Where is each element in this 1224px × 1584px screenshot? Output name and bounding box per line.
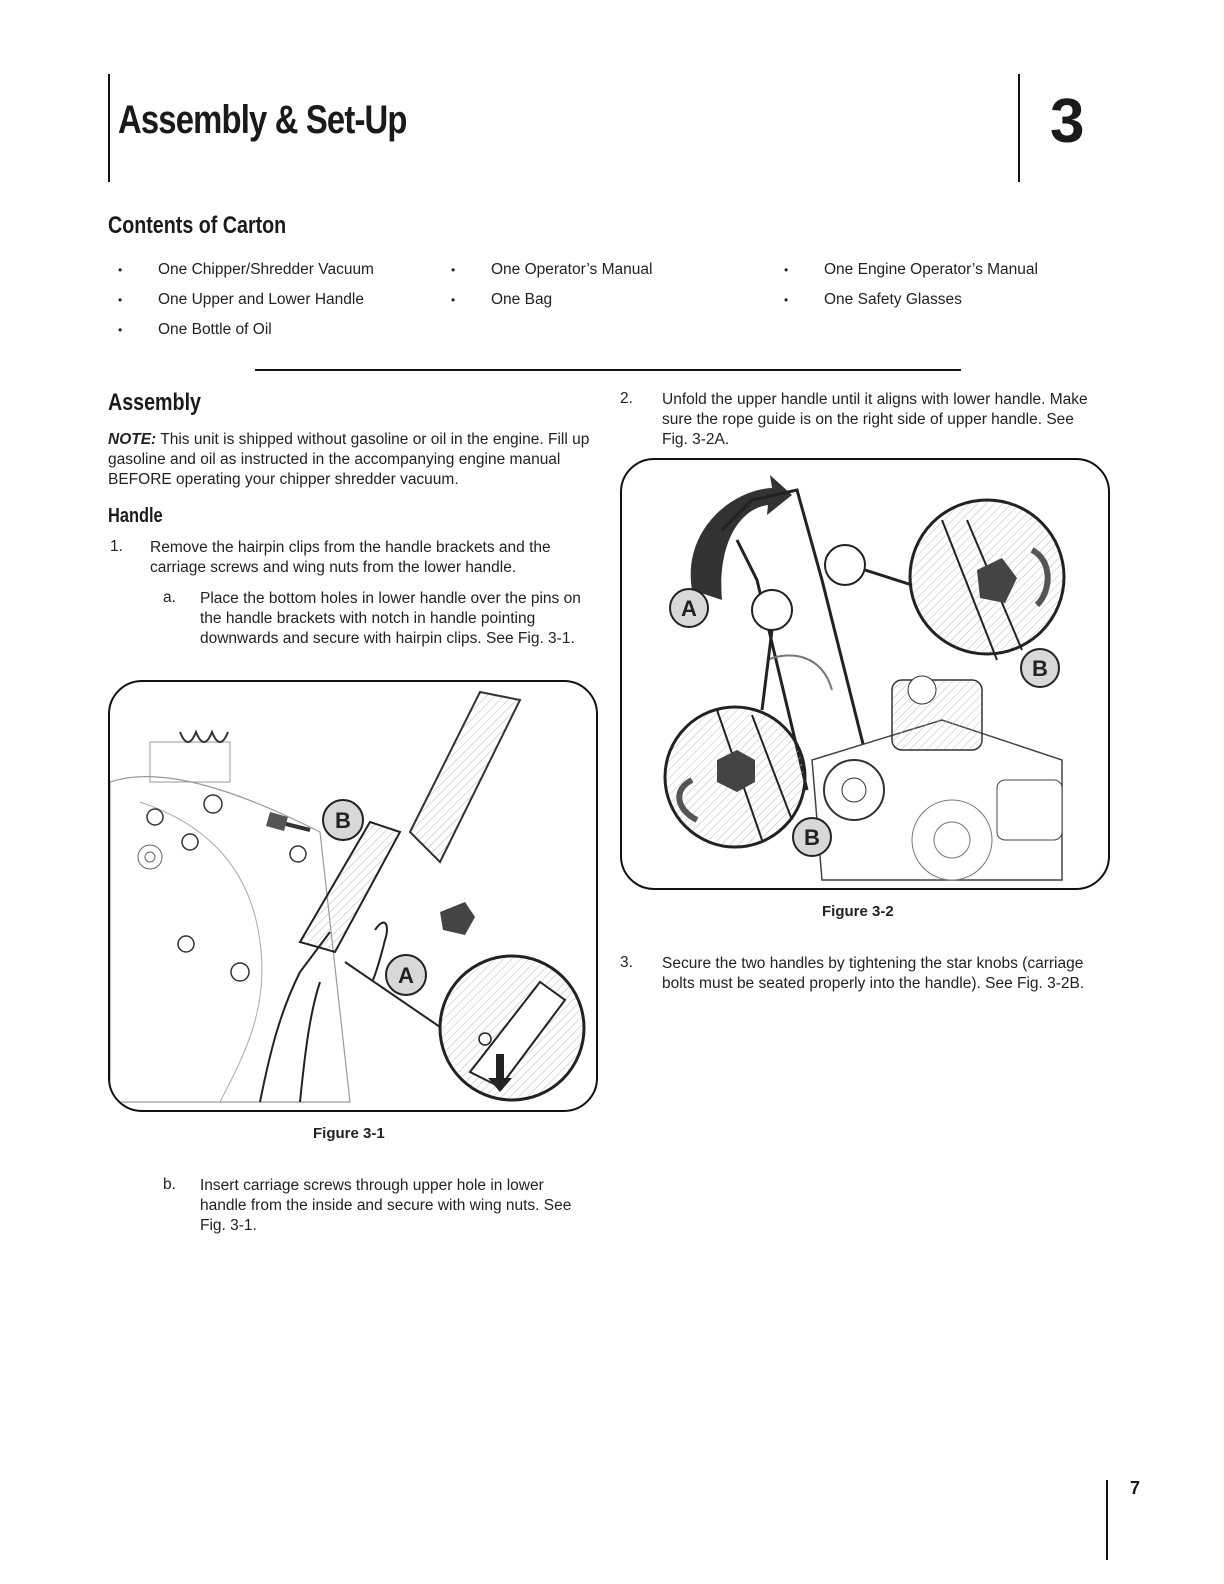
list-item: • One Bottle of Oil	[118, 315, 438, 345]
contents-list-col1	[118, 255, 438, 345]
list-item: • One Upper and Lower Handle	[118, 285, 438, 315]
list-item: • One Engine Operator’s Manual	[784, 255, 1124, 285]
handle-heading: Handle	[108, 505, 163, 527]
callout-a: A	[398, 963, 414, 988]
step-letter: a.	[163, 589, 176, 606]
callout-b: B	[804, 825, 820, 850]
step-1a-text: Place the bottom holes in lower handle over the pins on the handle brackets with notch in handle pointing downwards and secure with hairpin clips. See Fig. 3-1.	[200, 590, 581, 647]
note-text: This unit is shipped without gasoline or oil in the engine. Fill up gasoline and oil as instructed in the accompanying engine manual BEFORE operating your chipper shredder vacuum.	[108, 431, 590, 488]
list-item: • One Chipper/Shredder Vacuum	[118, 255, 438, 285]
bullet-icon: •	[118, 263, 123, 277]
bullet-icon: •	[118, 323, 123, 337]
step-number: 1.	[110, 538, 123, 555]
contents-heading: Contents of Carton	[108, 212, 287, 239]
figure-3-2-illustration	[622, 460, 1108, 888]
contents-list-col2	[451, 255, 751, 315]
callout-a: A	[681, 596, 697, 621]
assembly-heading: Assembly	[108, 389, 201, 416]
list-item: • One Safety Glasses	[784, 285, 1124, 315]
note-label: NOTE:	[108, 431, 157, 448]
step-1b-text: Insert carriage screws through upper hole in lower handle from the inside and secure with wing nuts. See Fig. 3-1.	[200, 1177, 572, 1234]
section-divider	[255, 369, 961, 371]
page-number-bar	[1106, 1480, 1108, 1560]
step-2-text: Unfold the upper handle until it aligns with lower handle. Make sure the rope guide is on the right side of upper handle. See Fig. 3-2A.	[662, 391, 1088, 448]
title-left-bar	[108, 74, 110, 182]
note-paragraph	[108, 430, 594, 490]
step-1-text: Remove the hairpin clips from the handle brackets and the carriage screws and wing nuts from the lower handle.	[150, 539, 551, 576]
figure-3-1-illustration	[110, 682, 596, 1110]
figure-3-1-caption: Figure 3-1	[313, 1125, 385, 1142]
callout-b: B	[1032, 656, 1048, 681]
list-item: • One Bag	[451, 285, 751, 315]
bullet-icon: •	[784, 293, 789, 307]
bullet-icon: •	[118, 293, 123, 307]
figure-3-2	[620, 458, 1110, 890]
callout-b: B	[335, 808, 351, 833]
chapter-number: 3	[1050, 87, 1085, 156]
figure-3-1	[108, 680, 598, 1112]
bullet-icon: •	[451, 263, 456, 277]
bullet-icon: •	[784, 263, 789, 277]
contents-list-col3	[784, 255, 1124, 315]
page-title: Assembly & Set-Up	[118, 98, 407, 142]
step-letter: b.	[163, 1176, 176, 1193]
chapter-divider-bar	[1018, 74, 1020, 182]
step-number: 3.	[620, 954, 633, 971]
page-number: 7	[1130, 1478, 1141, 1498]
step-number: 2.	[620, 390, 633, 407]
bullet-icon: •	[451, 293, 456, 307]
figure-3-2-caption: Figure 3-2	[822, 903, 894, 920]
step-3-text: Secure the two handles by tightening the star knobs (carriage bolts must be seated properly into the handle). See Fig. 3-2B.	[662, 955, 1085, 992]
list-item: • One Operator’s Manual	[451, 255, 751, 285]
